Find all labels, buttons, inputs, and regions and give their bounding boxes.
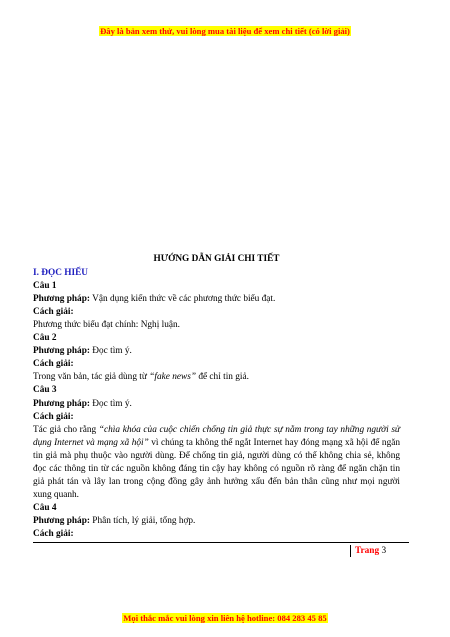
question-1-answer: Phương thức biểu đạt chính: Nghị luận. — [33, 320, 180, 331]
page-heading: HƯỚNG DẪN GIẢI CHI TIẾT — [153, 254, 280, 264]
method-label: Phương pháp: — [33, 346, 90, 357]
answer-text: Trong văn bản, tác giả dùng từ — [33, 372, 150, 383]
answer-quote: “chìa khóa của cuộc chiến chống tin giả thực sự nằm trong tay những người sử dụng Internet và mạng xã hội” — [33, 424, 401, 448]
question-3-answer — [33, 424, 400, 502]
preview-notice-text: Đây là bản xem thử, vui lòng mua tài liệu để xem chi tiết (có lời giải) — [100, 26, 350, 36]
page-number-label — [350, 545, 386, 557]
page-label-text: Trang — [355, 546, 380, 556]
preview-notice-banner — [0, 26, 450, 36]
question-3-solution-label: Cách giải: — [33, 411, 74, 422]
method-label: Phương pháp: — [33, 398, 90, 409]
footer-divider — [33, 542, 409, 543]
answer-quote: “fake news” — [149, 372, 196, 383]
hotline-notice-banner — [0, 613, 450, 623]
answer-text: Tác giả cho rằng — [33, 424, 99, 435]
method-text: Phân tích, lý giải, tổng hợp. — [89, 515, 196, 526]
answer-text-end: để chỉ tin giả. — [196, 372, 249, 383]
page-number: 3 — [381, 546, 387, 556]
section-title: I. ĐỌC HIỂU — [33, 268, 89, 279]
method-text: Đọc tìm ý. — [89, 398, 132, 409]
question-1-method — [33, 293, 400, 306]
question-4-solution-label: Cách giải: — [33, 528, 74, 539]
question-3-title: Câu 3 — [33, 385, 57, 396]
method-label: Phương pháp: — [33, 515, 90, 526]
question-3-method — [33, 398, 400, 411]
method-text: Đọc tìm ý. — [89, 346, 132, 357]
question-1-title: Câu 1 — [33, 281, 57, 292]
method-label: Phương pháp: — [33, 294, 90, 305]
document-content — [33, 253, 400, 541]
method-text: Vận dụng kiến thức về các phương thức biểu đạt. — [89, 294, 276, 305]
question-2-title: Câu 2 — [33, 333, 57, 344]
hotline-notice-text: Mọi thắc mắc vui lòng xin liên hệ hotline: 084 283 45 85 — [123, 613, 327, 623]
question-4-title: Câu 4 — [33, 502, 57, 513]
question-2-solution-label: Cách giải: — [33, 359, 74, 370]
answer-text-end: vì chúng ta không thể ngắt Internet hay đóng mạng xã hội để ngăn tin giả mà phụ thuộc vào người dùng. Để chống tin giả, người dùng có thể không chia sẻ, không đọc các thông tin từ các nguồn không đáng tin cậy hay không có nguồn rõ ràng để ngăn chặn tin giả phát tán và lây lan trong cộng đồng gây ảnh hưởng xấu đến bản thân cũng như mọi người xung quanh. — [33, 437, 400, 500]
question-2-method — [33, 345, 400, 358]
question-4-method — [33, 515, 400, 528]
question-2-answer — [33, 371, 400, 384]
question-1-solution-label: Cách giải: — [33, 307, 74, 318]
